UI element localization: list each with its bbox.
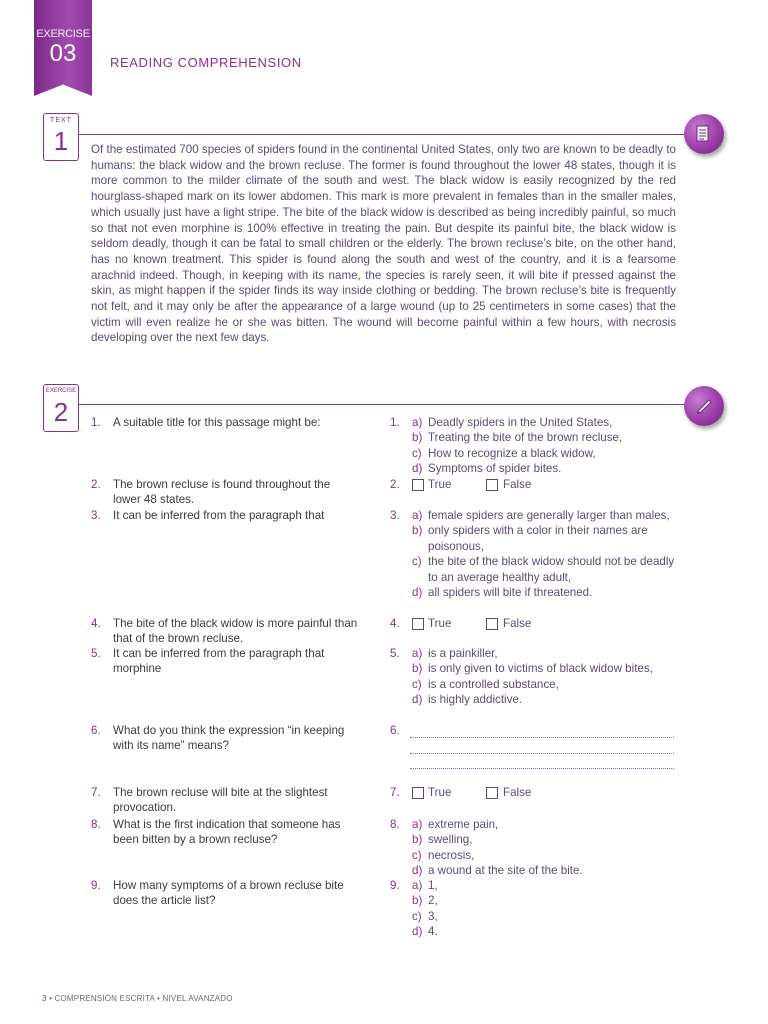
answer-number: 2. [390,478,400,491]
answer-option[interactable]: c) 3, [412,909,438,923]
answer-option[interactable]: d) a wound at the site of the bite. [412,864,583,878]
answer-option[interactable]: d) all spiders will bite if threatened. [412,586,593,600]
exercise-number: 2 [53,397,69,427]
answer-number: 5. [390,647,400,660]
question-number: 6. [91,724,101,737]
question-text: How many symptoms of a brown recluse bite does the article list? [113,879,344,908]
answer-option[interactable]: a) extreme pain, [412,818,499,831]
question-number: 9. [91,879,101,892]
answer-option[interactable]: a) Deadly spiders in the United States, [412,416,613,429]
answer-block [390,508,680,600]
true-label: True [428,478,452,491]
question-number: 5. [91,647,101,660]
answer-block [390,817,680,879]
question-text: The bite of the black widow is more painful than that of the brown recluse. [113,617,358,646]
answer-option[interactable]: a) 1, [412,879,438,892]
true-checkbox[interactable] [412,787,424,799]
answer-option[interactable]: b) 2, [412,894,438,908]
true-label: True [428,786,452,799]
answer-number: 3. [390,509,400,522]
question-text: What do you think the expression “in keeping with its name” means? [113,724,345,753]
page-title: READING COMPREHENSION [110,55,302,70]
answer-block [390,723,680,769]
true-false-choice [390,785,680,801]
question-text: The brown recluse will bite at the slightest provocation. [113,786,328,815]
question-item [91,723,361,754]
question-number: 3. [91,509,101,522]
answer-option[interactable]: b) only spiders with a color in their names are poisonous, [412,524,648,553]
answer-number: 8. [390,818,400,831]
exercise-tab [34,0,92,96]
answer-block [390,646,680,708]
answer-block [390,878,680,940]
question-number: 2. [91,478,101,491]
footer-separator: • [46,994,55,1003]
answer-line[interactable] [410,754,674,769]
answer-block [390,477,680,493]
question-item [91,477,361,508]
true-checkbox[interactable] [412,618,424,630]
question-text: It can be inferred from the paragraph that morphine [113,647,325,676]
true-label: True [428,617,452,630]
answer-option[interactable]: d) is highly addictive. [412,693,523,707]
answer-option[interactable]: b) swelling, [412,833,473,847]
true-false-choice [390,616,680,632]
page-number: 3 [42,994,47,1003]
question-number: 4. [91,617,101,630]
false-checkbox[interactable] [486,479,498,491]
false-label: False [503,478,532,491]
answer-option[interactable]: b) is only given to victims of black widow bites, [412,662,653,676]
page-footer [42,994,233,1003]
divider-line [79,404,689,405]
answer-option[interactable]: c) How to recognize a black widow, [412,446,596,460]
true-false-choice [390,477,680,493]
question-item [91,878,361,909]
divider-line [79,134,689,135]
text-number: 1 [53,126,69,156]
false-checkbox[interactable] [486,787,498,799]
answer-option[interactable]: b) Treating the bite of the brown recluse, [412,431,623,445]
answer-option[interactable]: c) necrosis, [412,848,475,862]
false-label: False [503,786,532,799]
text-label: TEXT [50,117,72,124]
answer-number: 9. [390,879,400,892]
pencil-icon [684,386,724,426]
answer-number: 7. [390,786,400,799]
question-number: 7. [91,786,101,799]
answer-option[interactable]: c) the bite of the black widow should not be deadly to an average healthy adult, [412,555,675,584]
answer-block [390,785,680,801]
answer-option[interactable]: d) 4. [412,925,438,939]
false-checkbox[interactable] [486,618,498,630]
question-item [91,415,361,430]
question-item [91,646,361,677]
question-item [91,616,361,647]
question-text: What is the first indication that someone has been bitten by a brown recluse? [113,818,341,847]
tab-number: 03 [49,40,77,67]
question-text: It can be inferred from the paragraph that [113,509,325,522]
answer-block [390,415,680,477]
reading-passage: Of the estimated 700 species of spiders found in the continental United States, only two are known to be deadly to humans: the black widow and the brown recluse. The former is found throughout the lower 48 states, though it is more common to the milder climate of the south and west. The black widow is easily recognized by the red hourglass-shaped mark on its lower abdomen. This mark is more prevalent in females than in the smaller males, which usually just have a light stripe. The bite of the black widow is described as being incredibly painful, so much so that not even morphine is 100% effective in treating the pain. But despite its painful bite, the black widow is seldom deadly, though it can be fatal to small children or the elderly. The brown recluse’s bite, on the other hand, has no known treatment. This spider is found along the south and west of the country, and it is a fearsome arachnid indeed. Though, in keeping with its name, the species is rarely seen, it will bite if pressed against the skin, as might happen if the spider finds its way inside clothing or bedding. The brown recluse’s bite is frequently not felt, and it may only be after the appearance of a large wound (up to 25 centimeters in some cases) that the victim will even realize he or she was bitten. The wound will become painful within a few hours, with necrosis developing over the next few days. [91,143,676,345]
question-text: The brown recluse is found throughout the lower 48 states. [113,478,331,507]
footer-text: COMPRENSIÓN ESCRITA • NIVEL AVANZADO [54,994,233,1003]
answer-option[interactable]: a) is a painkiller, [412,647,498,660]
answer-block [390,616,680,632]
question-text: A suitable title for this passage might be: [113,416,321,429]
question-item [91,785,361,816]
question-number: 1. [91,416,101,429]
question-number: 8. [91,818,101,831]
exercise-number-box [43,384,79,432]
answer-number: 4. [390,617,400,630]
document-icon [684,114,724,154]
answer-option[interactable]: a) female spiders are generally larger than males, [412,509,670,522]
answer-option[interactable]: d) Symptoms of spider bites. [412,462,562,476]
answer-option[interactable]: c) is a controlled substance, [412,677,559,691]
false-label: False [503,617,532,630]
question-item [91,508,361,523]
text-number-box [43,113,79,161]
question-item [91,817,361,848]
tab-label: EXERCISE [36,28,90,40]
answer-number: 6. [390,724,400,737]
answer-line[interactable] [410,738,674,753]
answer-line[interactable] [410,723,674,738]
answer-number: 1. [390,416,400,429]
exercise-label: EXERCISE [45,388,77,394]
true-checkbox[interactable] [412,479,424,491]
